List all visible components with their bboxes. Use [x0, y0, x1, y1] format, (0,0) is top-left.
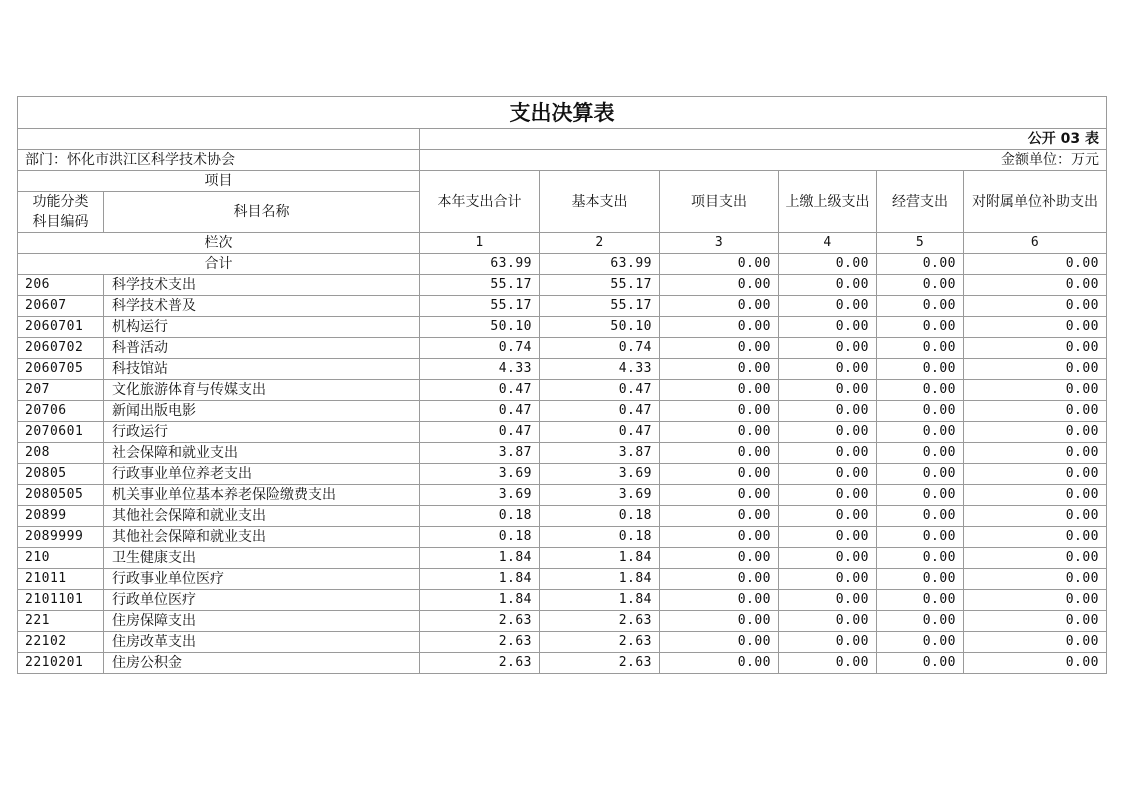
total-row — [18, 254, 1107, 275]
amount-cell: 2.63 — [420, 632, 540, 653]
amount-cell: 0.00 — [779, 569, 877, 590]
header-func-code — [18, 192, 104, 233]
amount-cell: 0.00 — [877, 317, 964, 338]
amount-cell: 0.00 — [779, 485, 877, 506]
amount-cell: 2.63 — [540, 632, 660, 653]
amount-cell: 0.00 — [877, 422, 964, 443]
table-row — [18, 359, 1107, 380]
amount-cell: 0.00 — [779, 380, 877, 401]
subject-code: 21011 — [18, 569, 104, 590]
expenditure-sheet — [17, 96, 1106, 674]
header-func-code-line2: 科目编码 — [32, 214, 89, 230]
header-col-3: 项目支出 — [660, 171, 779, 233]
amount-cell: 0.00 — [964, 632, 1107, 653]
amount-cell: 4.33 — [540, 359, 660, 380]
col-number-1: 1 — [420, 233, 540, 254]
amount-cell: 0.18 — [540, 506, 660, 527]
subject-code: 20607 — [18, 296, 104, 317]
table-row — [18, 527, 1107, 548]
amount-cell: 0.00 — [779, 527, 877, 548]
header-func-code-line1: 功能分类 — [32, 194, 89, 210]
table-row — [18, 611, 1107, 632]
subject-name: 其他社会保障和就业支出 — [104, 506, 420, 527]
amount-cell: 3.87 — [540, 443, 660, 464]
amount-cell: 0.74 — [420, 338, 540, 359]
col-number-4: 4 — [779, 233, 877, 254]
amount-cell: 0.00 — [779, 653, 877, 674]
amount-cell: 0.00 — [779, 422, 877, 443]
amount-cell: 55.17 — [540, 275, 660, 296]
amount-cell: 0.00 — [964, 569, 1107, 590]
page-title: 支出决算表 — [18, 97, 1107, 129]
subject-code: 207 — [18, 380, 104, 401]
amount-cell: 55.17 — [420, 296, 540, 317]
subject-code: 210 — [18, 548, 104, 569]
table-row — [18, 296, 1107, 317]
table-row — [18, 401, 1107, 422]
amount-cell: 1.84 — [420, 569, 540, 590]
amount-cell: 0.00 — [877, 632, 964, 653]
amount-cell: 0.00 — [660, 380, 779, 401]
subject-code: 20899 — [18, 506, 104, 527]
amount-cell: 1.84 — [420, 548, 540, 569]
subject-code: 208 — [18, 443, 104, 464]
table-row — [18, 569, 1107, 590]
amount-cell: 0.00 — [660, 275, 779, 296]
row-index-label: 栏次 — [18, 233, 420, 254]
subject-name: 新闻出版电影 — [104, 401, 420, 422]
amount-cell: 0.00 — [660, 548, 779, 569]
amount-cell: 0.00 — [877, 506, 964, 527]
amount-cell: 0.00 — [660, 443, 779, 464]
table-row — [18, 485, 1107, 506]
subject-code: 221 — [18, 611, 104, 632]
amount-cell: 0.00 — [660, 338, 779, 359]
amount-cell: 50.10 — [420, 317, 540, 338]
amount-cell: 0.00 — [877, 380, 964, 401]
amount-cell: 0.00 — [779, 632, 877, 653]
amount-cell: 0.00 — [877, 464, 964, 485]
amount-cell: 0.00 — [964, 464, 1107, 485]
amount-cell: 1.84 — [540, 569, 660, 590]
amount-cell: 0.00 — [660, 422, 779, 443]
unit-label: 金额单位：万元 — [420, 150, 1107, 171]
amount-cell: 0.00 — [964, 506, 1107, 527]
amount-cell: 0.00 — [877, 653, 964, 674]
table-row — [18, 338, 1107, 359]
amount-cell: 0.00 — [779, 443, 877, 464]
table-row — [18, 443, 1107, 464]
amount-cell: 0.18 — [420, 527, 540, 548]
subject-code: 2060705 — [18, 359, 104, 380]
amount-cell: 0.00 — [779, 317, 877, 338]
col-number-2: 2 — [540, 233, 660, 254]
subject-code: 22102 — [18, 632, 104, 653]
blank-cell — [18, 129, 420, 150]
amount-cell: 0.00 — [964, 653, 1107, 674]
form-number: 公开 03 表 — [420, 129, 1107, 150]
amount-cell: 0.00 — [964, 338, 1107, 359]
subject-name: 卫生健康支出 — [104, 548, 420, 569]
total-value: 0.00 — [964, 254, 1107, 275]
amount-cell: 0.00 — [660, 527, 779, 548]
subject-name: 住房改革支出 — [104, 632, 420, 653]
subject-name: 机构运行 — [104, 317, 420, 338]
amount-cell: 0.00 — [660, 401, 779, 422]
amount-cell: 0.00 — [779, 506, 877, 527]
amount-cell: 0.00 — [779, 590, 877, 611]
header-col-2: 基本支出 — [540, 171, 660, 233]
amount-cell: 3.69 — [540, 464, 660, 485]
amount-cell: 55.17 — [420, 275, 540, 296]
amount-cell: 0.00 — [877, 338, 964, 359]
amount-cell: 0.00 — [964, 611, 1107, 632]
subject-name: 科普活动 — [104, 338, 420, 359]
amount-cell: 4.33 — [420, 359, 540, 380]
amount-cell: 0.00 — [877, 296, 964, 317]
amount-cell: 0.00 — [964, 548, 1107, 569]
amount-cell: 55.17 — [540, 296, 660, 317]
amount-cell: 0.00 — [660, 590, 779, 611]
expenditure-table — [17, 96, 1107, 674]
col-number-6: 6 — [964, 233, 1107, 254]
amount-cell: 0.47 — [420, 380, 540, 401]
amount-cell: 0.47 — [420, 422, 540, 443]
amount-cell: 0.00 — [779, 275, 877, 296]
amount-cell: 0.00 — [877, 548, 964, 569]
amount-cell: 0.00 — [779, 464, 877, 485]
amount-cell: 0.47 — [540, 380, 660, 401]
subject-name: 文化旅游体育与传媒支出 — [104, 380, 420, 401]
amount-cell: 0.00 — [964, 380, 1107, 401]
subject-name: 机关事业单位基本养老保险缴费支出 — [104, 485, 420, 506]
amount-cell: 0.00 — [660, 569, 779, 590]
subject-name: 住房保障支出 — [104, 611, 420, 632]
amount-cell: 0.00 — [779, 548, 877, 569]
table-row — [18, 506, 1107, 527]
amount-cell: 0.00 — [964, 275, 1107, 296]
amount-cell: 0.00 — [779, 296, 877, 317]
amount-cell: 0.00 — [964, 527, 1107, 548]
subject-code: 2060701 — [18, 317, 104, 338]
subject-name: 行政事业单位养老支出 — [104, 464, 420, 485]
amount-cell: 0.00 — [660, 464, 779, 485]
header-subject-name: 科目名称 — [104, 192, 420, 233]
subject-code: 2080505 — [18, 485, 104, 506]
header-col-4: 上缴上级支出 — [779, 171, 877, 233]
amount-cell: 0.47 — [420, 401, 540, 422]
header-col-6: 对附属单位补助支出 — [964, 171, 1107, 233]
amount-cell: 0.00 — [779, 401, 877, 422]
subject-code: 20706 — [18, 401, 104, 422]
amount-cell: 1.84 — [540, 590, 660, 611]
amount-cell: 0.00 — [660, 653, 779, 674]
table-row — [18, 317, 1107, 338]
amount-cell: 3.69 — [420, 464, 540, 485]
table-row — [18, 464, 1107, 485]
subject-name: 科技馆站 — [104, 359, 420, 380]
subject-code: 2101101 — [18, 590, 104, 611]
header-col-1: 本年支出合计 — [420, 171, 540, 233]
total-value: 0.00 — [877, 254, 964, 275]
amount-cell: 1.84 — [420, 590, 540, 611]
amount-cell: 0.00 — [964, 401, 1107, 422]
amount-cell: 0.00 — [964, 443, 1107, 464]
department-label: 部门：怀化市洪江区科学技术协会 — [18, 150, 420, 171]
amount-cell: 0.00 — [877, 590, 964, 611]
amount-cell: 0.00 — [964, 590, 1107, 611]
table-row — [18, 632, 1107, 653]
amount-cell: 0.18 — [420, 506, 540, 527]
total-value: 0.00 — [779, 254, 877, 275]
amount-cell: 2.63 — [540, 653, 660, 674]
total-label: 合计 — [18, 254, 420, 275]
subject-name: 科学技术普及 — [104, 296, 420, 317]
amount-cell: 2.63 — [420, 611, 540, 632]
subject-name: 住房公积金 — [104, 653, 420, 674]
amount-cell: 0.00 — [779, 338, 877, 359]
table-row — [18, 653, 1107, 674]
subject-code: 2089999 — [18, 527, 104, 548]
amount-cell: 3.69 — [420, 485, 540, 506]
amount-cell: 0.00 — [779, 359, 877, 380]
subject-name: 科学技术支出 — [104, 275, 420, 296]
amount-cell: 0.00 — [660, 317, 779, 338]
table-row — [18, 590, 1107, 611]
amount-cell: 3.87 — [420, 443, 540, 464]
amount-cell: 0.00 — [877, 275, 964, 296]
total-value: 63.99 — [420, 254, 540, 275]
amount-cell: 0.47 — [540, 401, 660, 422]
amount-cell: 0.00 — [877, 443, 964, 464]
subject-code: 2070601 — [18, 422, 104, 443]
header-item: 项目 — [18, 171, 420, 192]
amount-cell: 0.00 — [877, 527, 964, 548]
subject-name: 社会保障和就业支出 — [104, 443, 420, 464]
subject-name: 其他社会保障和就业支出 — [104, 527, 420, 548]
subject-code: 2060702 — [18, 338, 104, 359]
amount-cell: 0.00 — [964, 422, 1107, 443]
amount-cell: 0.00 — [877, 401, 964, 422]
amount-cell: 0.00 — [660, 611, 779, 632]
amount-cell: 1.84 — [540, 548, 660, 569]
amount-cell: 50.10 — [540, 317, 660, 338]
amount-cell: 0.00 — [964, 359, 1107, 380]
amount-cell: 0.00 — [660, 359, 779, 380]
amount-cell: 0.00 — [877, 359, 964, 380]
subject-name: 行政运行 — [104, 422, 420, 443]
amount-cell: 0.00 — [660, 485, 779, 506]
total-value: 63.99 — [540, 254, 660, 275]
amount-cell: 0.00 — [779, 611, 877, 632]
amount-cell: 0.00 — [660, 632, 779, 653]
amount-cell: 3.69 — [540, 485, 660, 506]
table-row — [18, 275, 1107, 296]
total-value: 0.00 — [660, 254, 779, 275]
col-number-3: 3 — [660, 233, 779, 254]
amount-cell: 0.00 — [877, 611, 964, 632]
amount-cell: 0.18 — [540, 527, 660, 548]
amount-cell: 0.00 — [877, 569, 964, 590]
table-row — [18, 422, 1107, 443]
subject-code: 20805 — [18, 464, 104, 485]
amount-cell: 0.00 — [964, 317, 1107, 338]
table-row — [18, 380, 1107, 401]
amount-cell: 0.00 — [660, 506, 779, 527]
amount-cell: 0.00 — [877, 485, 964, 506]
amount-cell: 2.63 — [540, 611, 660, 632]
amount-cell: 0.00 — [660, 296, 779, 317]
subject-name: 行政事业单位医疗 — [104, 569, 420, 590]
header-col-5: 经营支出 — [877, 171, 964, 233]
amount-cell: 0.00 — [964, 485, 1107, 506]
table-row — [18, 548, 1107, 569]
amount-cell: 0.47 — [540, 422, 660, 443]
col-number-5: 5 — [877, 233, 964, 254]
amount-cell: 0.00 — [964, 296, 1107, 317]
amount-cell: 2.63 — [420, 653, 540, 674]
subject-code: 2210201 — [18, 653, 104, 674]
subject-code: 206 — [18, 275, 104, 296]
subject-name: 行政单位医疗 — [104, 590, 420, 611]
amount-cell: 0.74 — [540, 338, 660, 359]
